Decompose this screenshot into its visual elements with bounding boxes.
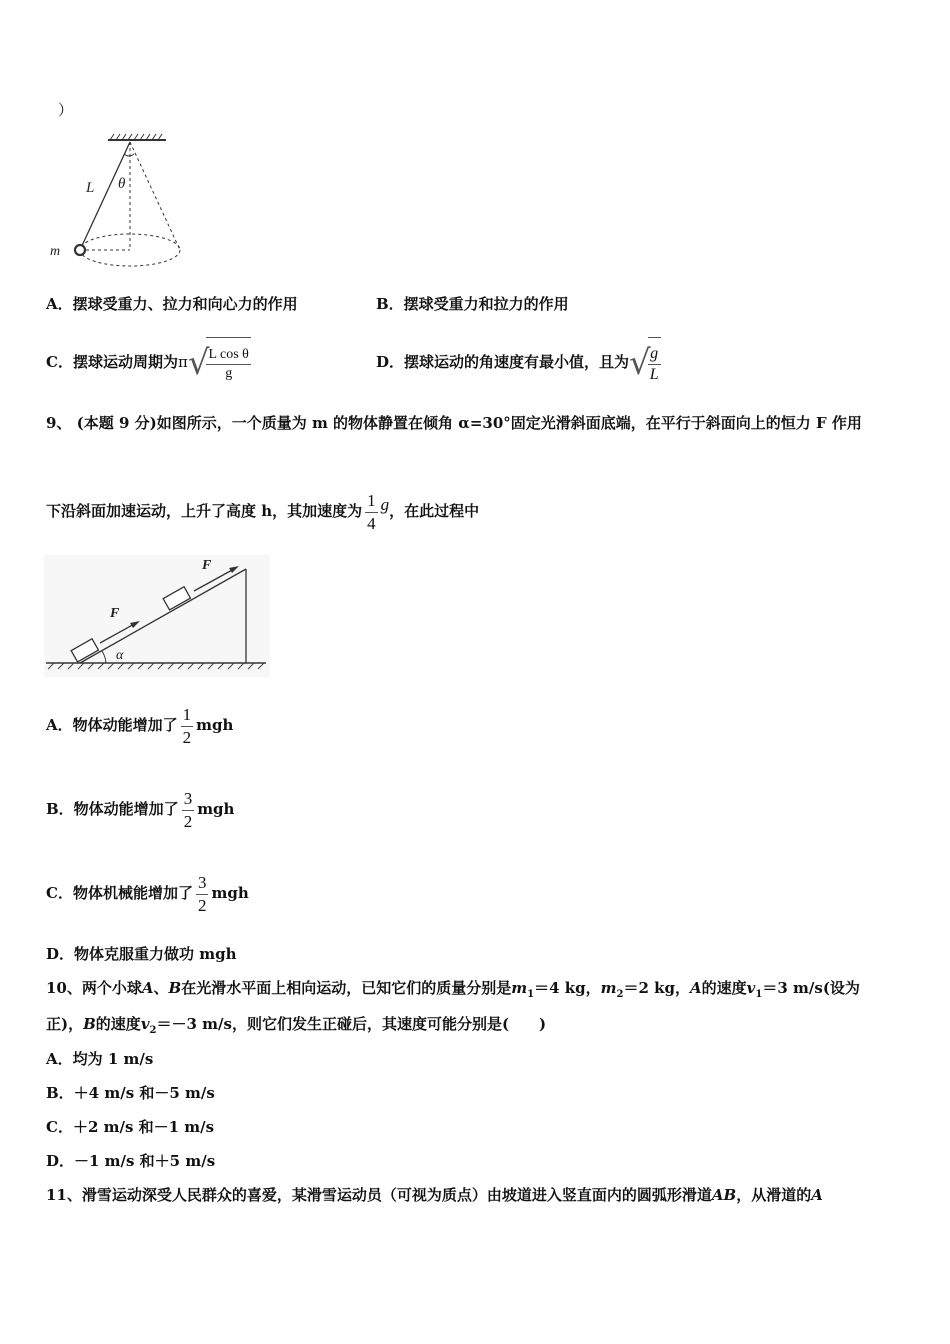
q9-option-a-text: A．物体动能增加了 (46, 716, 178, 734)
q9-option-b-text: B．物体动能增加了 (46, 800, 179, 818)
acc-variable: g (380, 495, 390, 514)
q8-option-a: A．摆球受重力、拉力和向心力的作用 (46, 295, 298, 313)
q8-option-c (46, 336, 251, 390)
q9-option-d: D．物体克服重力做功 mgh (46, 945, 237, 963)
radical-sign: √ (629, 343, 651, 384)
q8-option-c-text: C．摆球运动周期为 (46, 353, 178, 371)
label-F-upper: F (202, 558, 212, 573)
radical-sign: √ (187, 343, 210, 384)
q9-stem-line2 (46, 476, 479, 540)
q11-stem (46, 1185, 823, 1205)
d-denominator: L (649, 366, 659, 384)
q9-option-b-unit: mgh (197, 800, 235, 818)
label-m: m (50, 244, 61, 259)
q9-option-c-unit: mgh (211, 884, 249, 902)
incline-figure (44, 555, 270, 677)
a-denominator: 2 (182, 727, 192, 747)
q10-l1b: 在光滑水平面上相向运动，已知它们的质量分别是 (181, 979, 512, 997)
c-numerator: L cos θ (206, 346, 250, 365)
m1-sub: 1 (527, 989, 535, 1000)
q10-l1a: 10、两个小球 (46, 979, 142, 997)
label-theta: θ (118, 176, 126, 192)
q10-sep: 、 (153, 979, 169, 997)
q9-option-c (46, 864, 249, 922)
q10-option-b: B．＋4 m/s 和－5 m/s (46, 1084, 215, 1102)
acc-denominator: 4 (367, 513, 376, 533)
q9-option-c-text: C．物体机械能增加了 (46, 884, 193, 902)
ball-B: B (168, 979, 182, 997)
q10-option-a: A．均为 1 m/s (46, 1050, 154, 1068)
q10-option-d: D．－1 m/s 和＋5 m/s (46, 1152, 216, 1170)
a-numerator: 1 (181, 704, 194, 727)
q8-option-d-text: D．摆球运动的角速度有最小值，且为 (376, 353, 630, 371)
q10-stem-line2 (46, 1014, 546, 1041)
d-numerator: g (648, 344, 661, 365)
v2-sub: 2 (149, 1025, 157, 1036)
label-alpha: α (116, 648, 124, 663)
q10-l1c: 的速度 (701, 979, 747, 997)
m1-value: ＝4 kg， (534, 979, 601, 997)
v1-value: ＝3 m/s(设为 (762, 979, 860, 997)
q9-stem-line1: 9、 (本题 9 分)如图所示，一个质量为 m 的物体静置在倾角 α=30°固定光滑斜面底端，在平行于斜面向上的恒力 F 作用 (46, 414, 862, 432)
sqrt-expression (188, 336, 251, 390)
b-denominator: 2 (183, 811, 193, 831)
v2-value: ＝－3 m/s，则它们发生正碰后，其速度可能分别是( ) (156, 1015, 547, 1033)
q11-mid: ，从滑道的 (736, 1186, 812, 1204)
pi-symbol: π (177, 353, 188, 371)
m1-symbol: m (511, 979, 528, 997)
ball-A: A (141, 979, 154, 997)
m2-value: ＝2 kg， (623, 979, 691, 997)
q10-stem-line1 (46, 978, 860, 1005)
ball-A-2: A (690, 979, 702, 997)
q9-option-a (46, 696, 233, 754)
previous-question-tail: ） (58, 101, 74, 119)
label-L: L (86, 180, 95, 196)
ball-B-2: B (83, 1015, 96, 1033)
v2-symbol: v (140, 1015, 150, 1033)
label-F-lower: F (110, 606, 120, 621)
b-numerator: 3 (182, 788, 195, 811)
track-AB: AB (711, 1186, 737, 1204)
q9-stem-line2-text: 下沿斜面加速运动，上升了高度 h，其加速度为 (46, 502, 363, 520)
v1-sub: 1 (755, 989, 763, 1000)
v1-symbol: v (746, 979, 756, 997)
point-A: A (811, 1186, 823, 1204)
q8-option-b: B．摆球受重力和拉力的作用 (376, 295, 569, 313)
q9-option-b (46, 780, 234, 838)
q10-l2a: 正)， (46, 1015, 84, 1033)
c-denominator: g (225, 366, 233, 382)
c-numerator: 3 (196, 872, 209, 895)
m2-symbol: m (600, 979, 617, 997)
q11-text: 11、滑雪运动深受人民群众的喜爱，某滑雪运动员（可视为质点）由坡道进入竖直面内的圆弧形滑道 (46, 1186, 712, 1204)
q8-option-d (376, 336, 661, 390)
conical-pendulum-figure (40, 132, 200, 282)
c-denominator: 2 (197, 895, 207, 915)
q10-option-c: C．＋2 m/s 和－1 m/s (46, 1118, 215, 1136)
m2-sub: 2 (616, 989, 624, 1000)
acc-numerator: 1 (365, 490, 378, 513)
acceleration-fraction (365, 490, 378, 535)
q9-stem-line2-end: ，在此过程中 (389, 502, 480, 520)
q10-l2b: 的速度 (95, 1015, 141, 1033)
sqrt-expression (629, 336, 661, 390)
q9-option-a-unit: mgh (196, 716, 234, 734)
